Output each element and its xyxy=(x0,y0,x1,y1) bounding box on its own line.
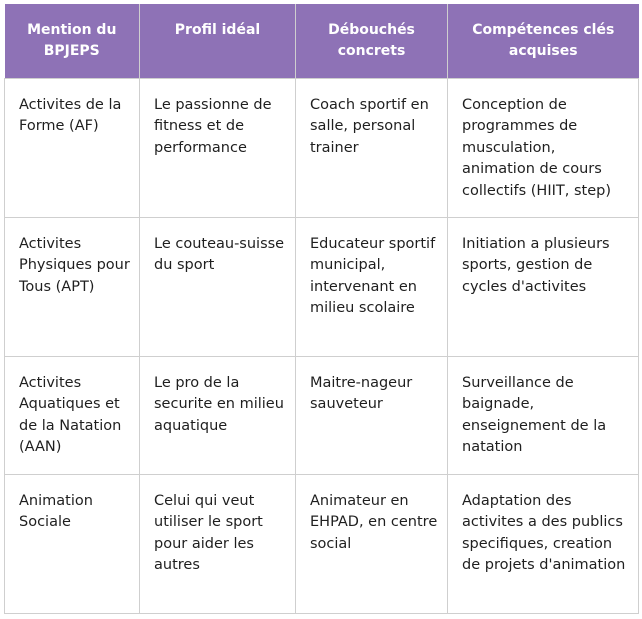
bpjeps-comparison-table xyxy=(4,4,639,614)
header-profil: Profil idéal xyxy=(140,4,296,78)
table-row xyxy=(5,474,639,613)
cell-profil: Le passionne de fitness et de performance xyxy=(140,78,296,217)
table-header xyxy=(5,4,639,78)
cell-competences: Adaptation des activites a des publics specifiques, creation de projets d'animation xyxy=(448,474,639,613)
cell-profil: Le pro de la securite en milieu aquatique xyxy=(140,356,296,474)
cell-debouches: Coach sportif en salle, personal trainer xyxy=(296,78,448,217)
table-row xyxy=(5,217,639,356)
cell-mention: Animation Sociale xyxy=(5,474,140,613)
header-competences: Compétences clés acquises xyxy=(448,4,639,78)
header-mention: Mention du BPJEPS xyxy=(5,4,140,78)
header-row xyxy=(5,4,639,78)
table-row xyxy=(5,78,639,217)
cell-debouches: Maitre-nageur sauveteur xyxy=(296,356,448,474)
cell-profil: Le couteau-suisse du sport xyxy=(140,217,296,356)
table-body xyxy=(5,78,639,613)
cell-profil: Celui qui veut utiliser le sport pour aider les autres xyxy=(140,474,296,613)
cell-mention: Activites de la Forme (AF) xyxy=(5,78,140,217)
table-row xyxy=(5,356,639,474)
cell-competences: Conception de programmes de musculation, animation de cours collectifs (HIIT, step) xyxy=(448,78,639,217)
cell-debouches: Educateur sportif municipal, intervenant en milieu scolaire xyxy=(296,217,448,356)
cell-mention: Activites Physiques pour Tous (APT) xyxy=(5,217,140,356)
cell-debouches: Animateur en EHPAD, en centre social xyxy=(296,474,448,613)
cell-competences: Initiation a plusieurs sports, gestion de cycles d'activites xyxy=(448,217,639,356)
cell-competences: Surveillance de baignade, enseignement de la natation xyxy=(448,356,639,474)
header-debouches: Débouchés concrets xyxy=(296,4,448,78)
cell-mention: Activites Aquatiques et de la Natation (AAN) xyxy=(5,356,140,474)
